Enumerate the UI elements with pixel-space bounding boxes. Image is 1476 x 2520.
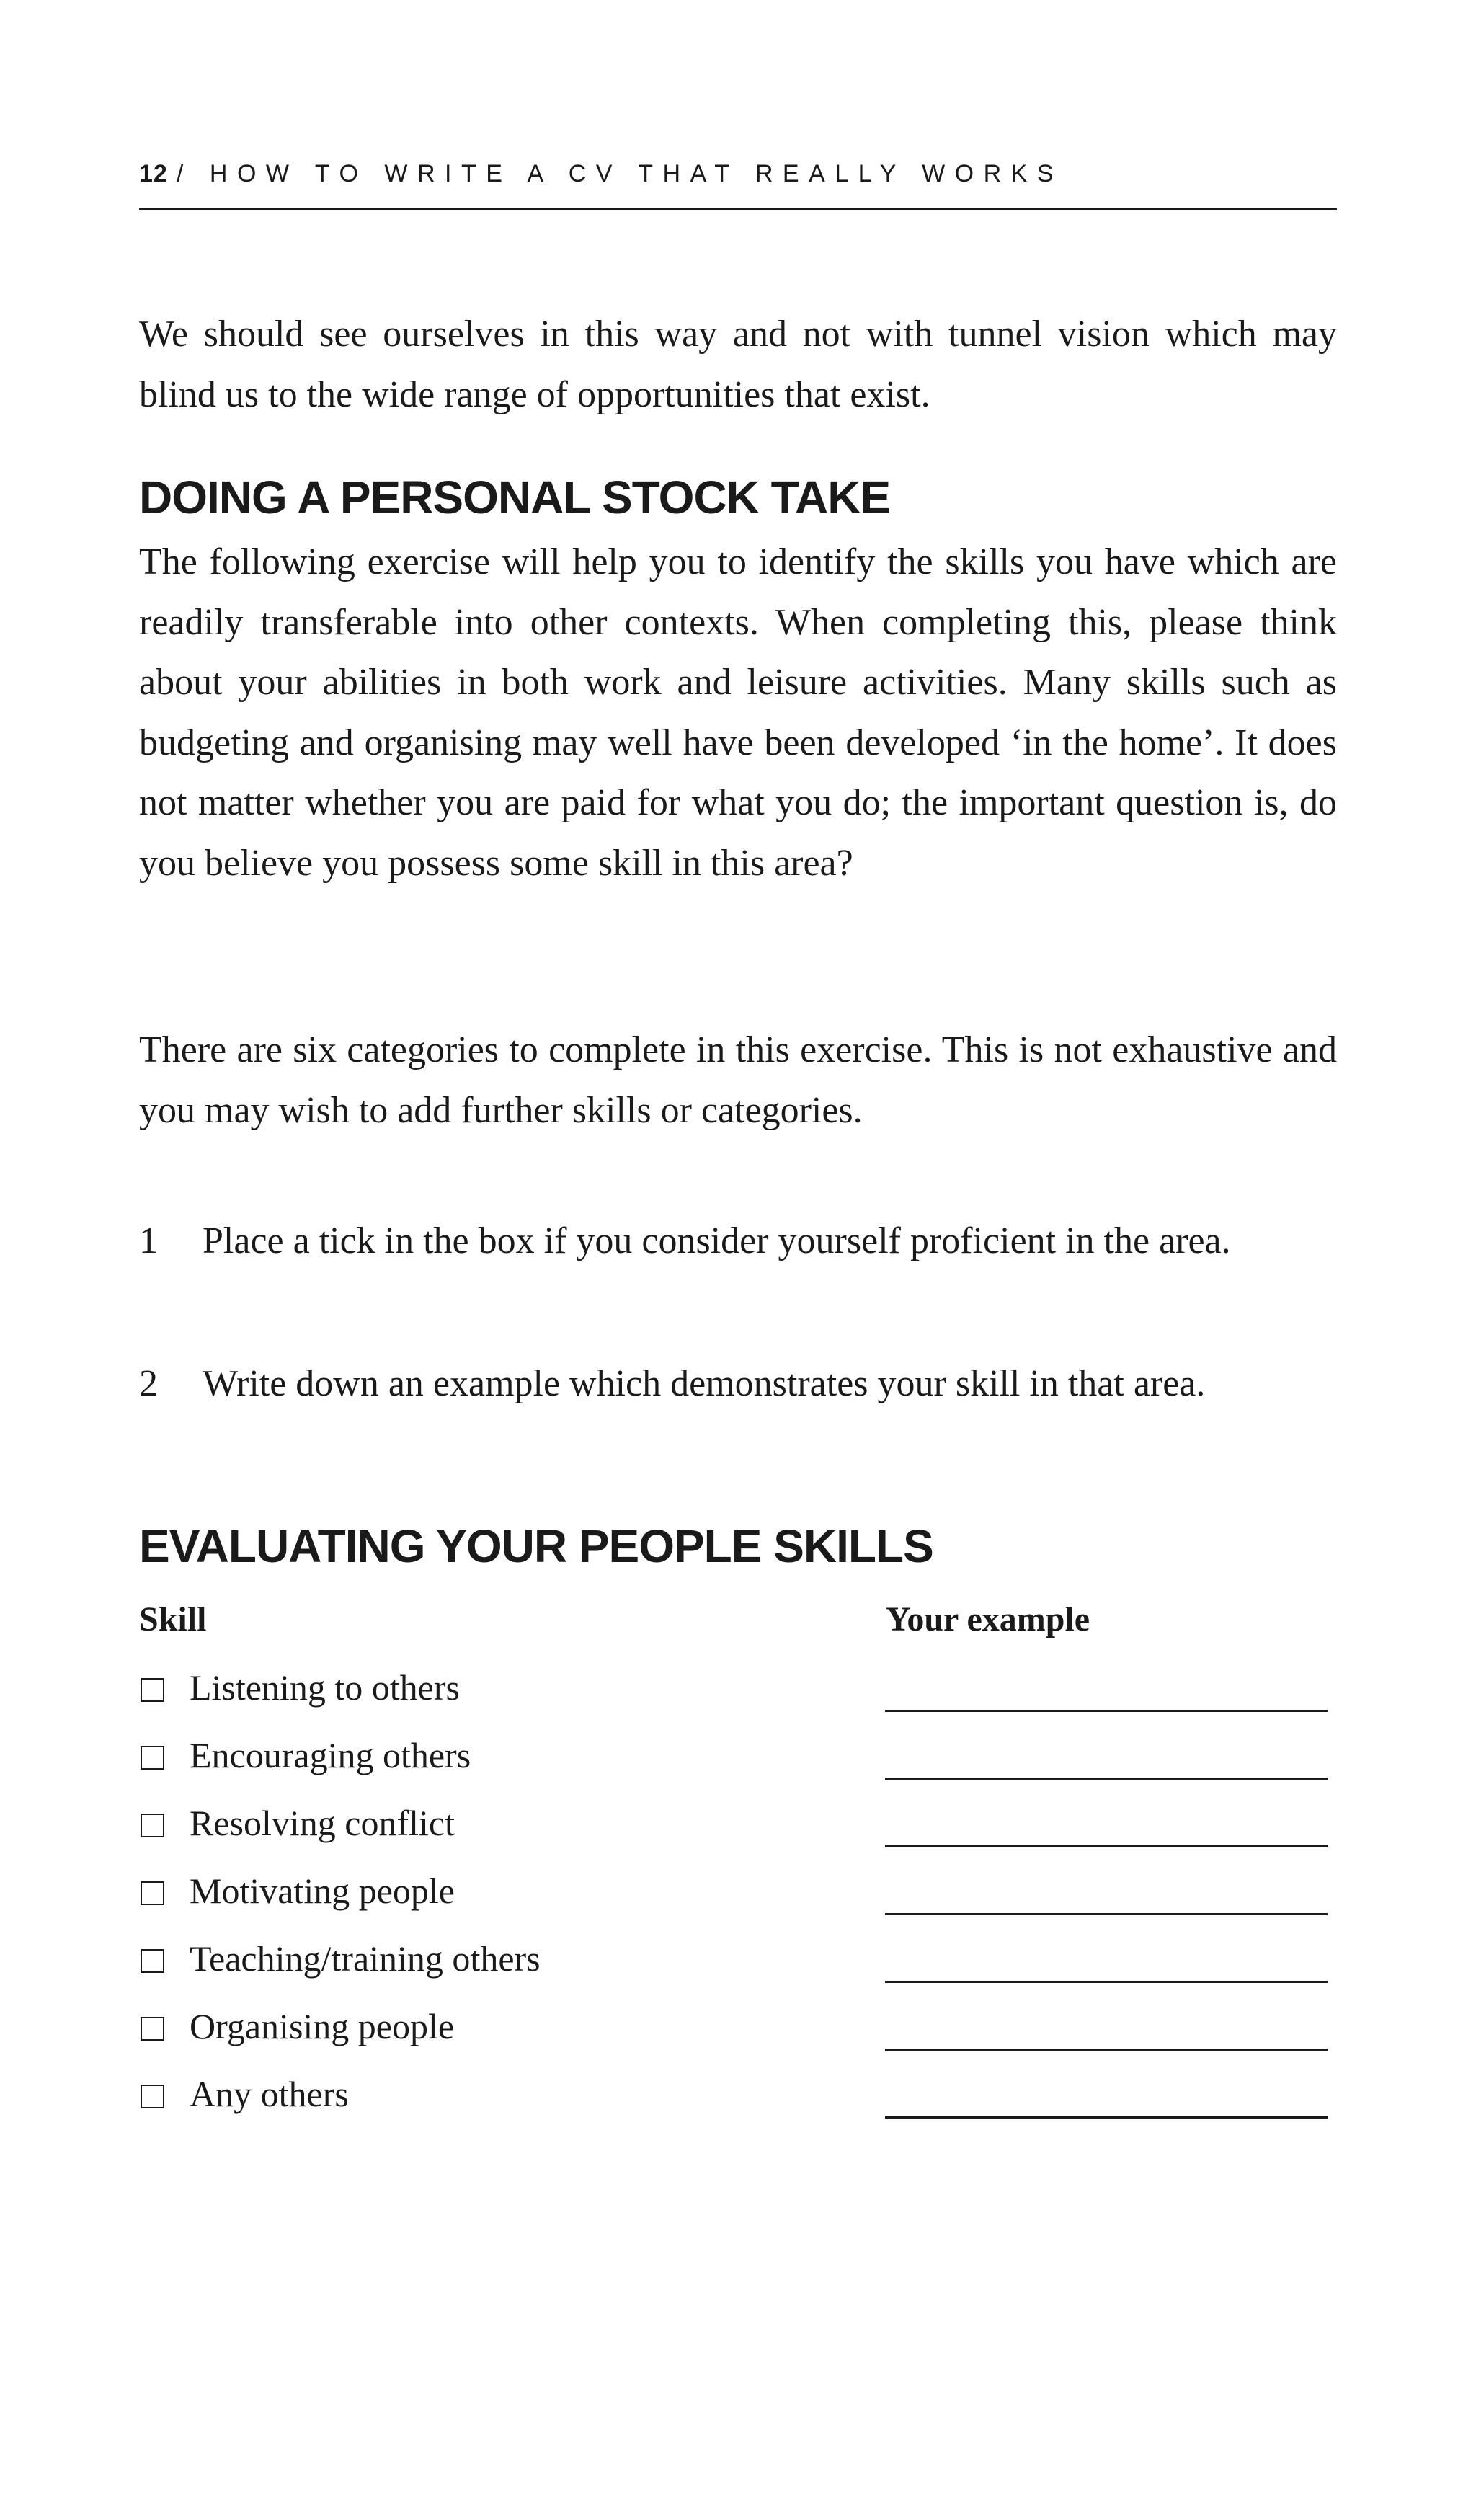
example-answer-line[interactable] (885, 1778, 1328, 1780)
skill-label: Organising people (190, 2006, 455, 2046)
skill-label: Any others (190, 2074, 349, 2114)
skill-label: Teaching/training others (190, 1938, 541, 1979)
column-header-example: Your example (886, 1600, 1090, 1638)
section-heading-people-skills: EVALUATING YOUR PEOPLE SKILLS (139, 1520, 933, 1572)
skill-row-encouraging (139, 1730, 1337, 1780)
checkbox[interactable] (141, 2085, 164, 2108)
step-number: 1 (139, 1220, 158, 1261)
column-header-skill: Skill (139, 1600, 207, 1638)
example-answer-line[interactable] (885, 2116, 1328, 2119)
example-answer-line[interactable] (885, 1981, 1328, 1983)
skill-row-any-others (139, 2069, 1337, 2119)
section-heading-stock-take: DOING A PERSONAL STOCK TAKE (139, 471, 891, 523)
example-answer-line[interactable] (885, 2049, 1328, 2051)
checkbox[interactable] (141, 1814, 164, 1837)
skill-label: Encouraging others (190, 1735, 471, 1775)
page-number: 12 (139, 160, 168, 187)
checkbox[interactable] (141, 1678, 164, 1702)
checkbox[interactable] (141, 1881, 164, 1905)
skill-row-listening (139, 1662, 1337, 1713)
book-page (139, 0, 1337, 2520)
skill-row-motivating (139, 1865, 1337, 1916)
step-number: 2 (139, 1363, 158, 1404)
checkbox[interactable] (141, 2017, 164, 2041)
step-text: Write down an example which demonstrates your skill in that area. (203, 1363, 1206, 1404)
skill-row-resolving-conflict (139, 1798, 1337, 1848)
running-title: / HOW TO WRITE A CV THAT REALLY WORKS (177, 160, 1064, 187)
checkbox[interactable] (141, 1949, 164, 1973)
checkbox[interactable] (141, 1746, 164, 1770)
intro-paragraph: We should see ourselves in this way and not with tunnel vision which may blind us to the wide range of opportunities that exist. (139, 314, 1337, 415)
skill-label: Motivating people (190, 1871, 455, 1911)
categories-paragraph: There are six categories to complete in this exercise. This is not exhaustive and you may wish to add further skills or categories. (139, 1029, 1337, 1131)
skill-label: Resolving conflict (190, 1803, 455, 1843)
skill-row-teaching (139, 1933, 1337, 1984)
step-text: Place a tick in the box if you consider yourself proficient in the area. (203, 1220, 1231, 1261)
running-header (139, 160, 1337, 210)
example-answer-line[interactable] (885, 1710, 1328, 1712)
stock-take-paragraph: The following exercise will help you to identify the skills you have which are readily transferable into other contexts. When completing this, please think about your abilities in both work and leisure activities. Many skills such as budgeting and organising may well have been developed ‘in the home’. It does not matter whether you are paid for what you do; the important question is, do you believe you possess some skill in this area? (139, 541, 1337, 884)
example-answer-line[interactable] (885, 1913, 1328, 1915)
skill-label: Listening to others (190, 1667, 460, 1708)
skill-row-organising (139, 2001, 1337, 2051)
example-answer-line[interactable] (885, 1845, 1328, 1847)
